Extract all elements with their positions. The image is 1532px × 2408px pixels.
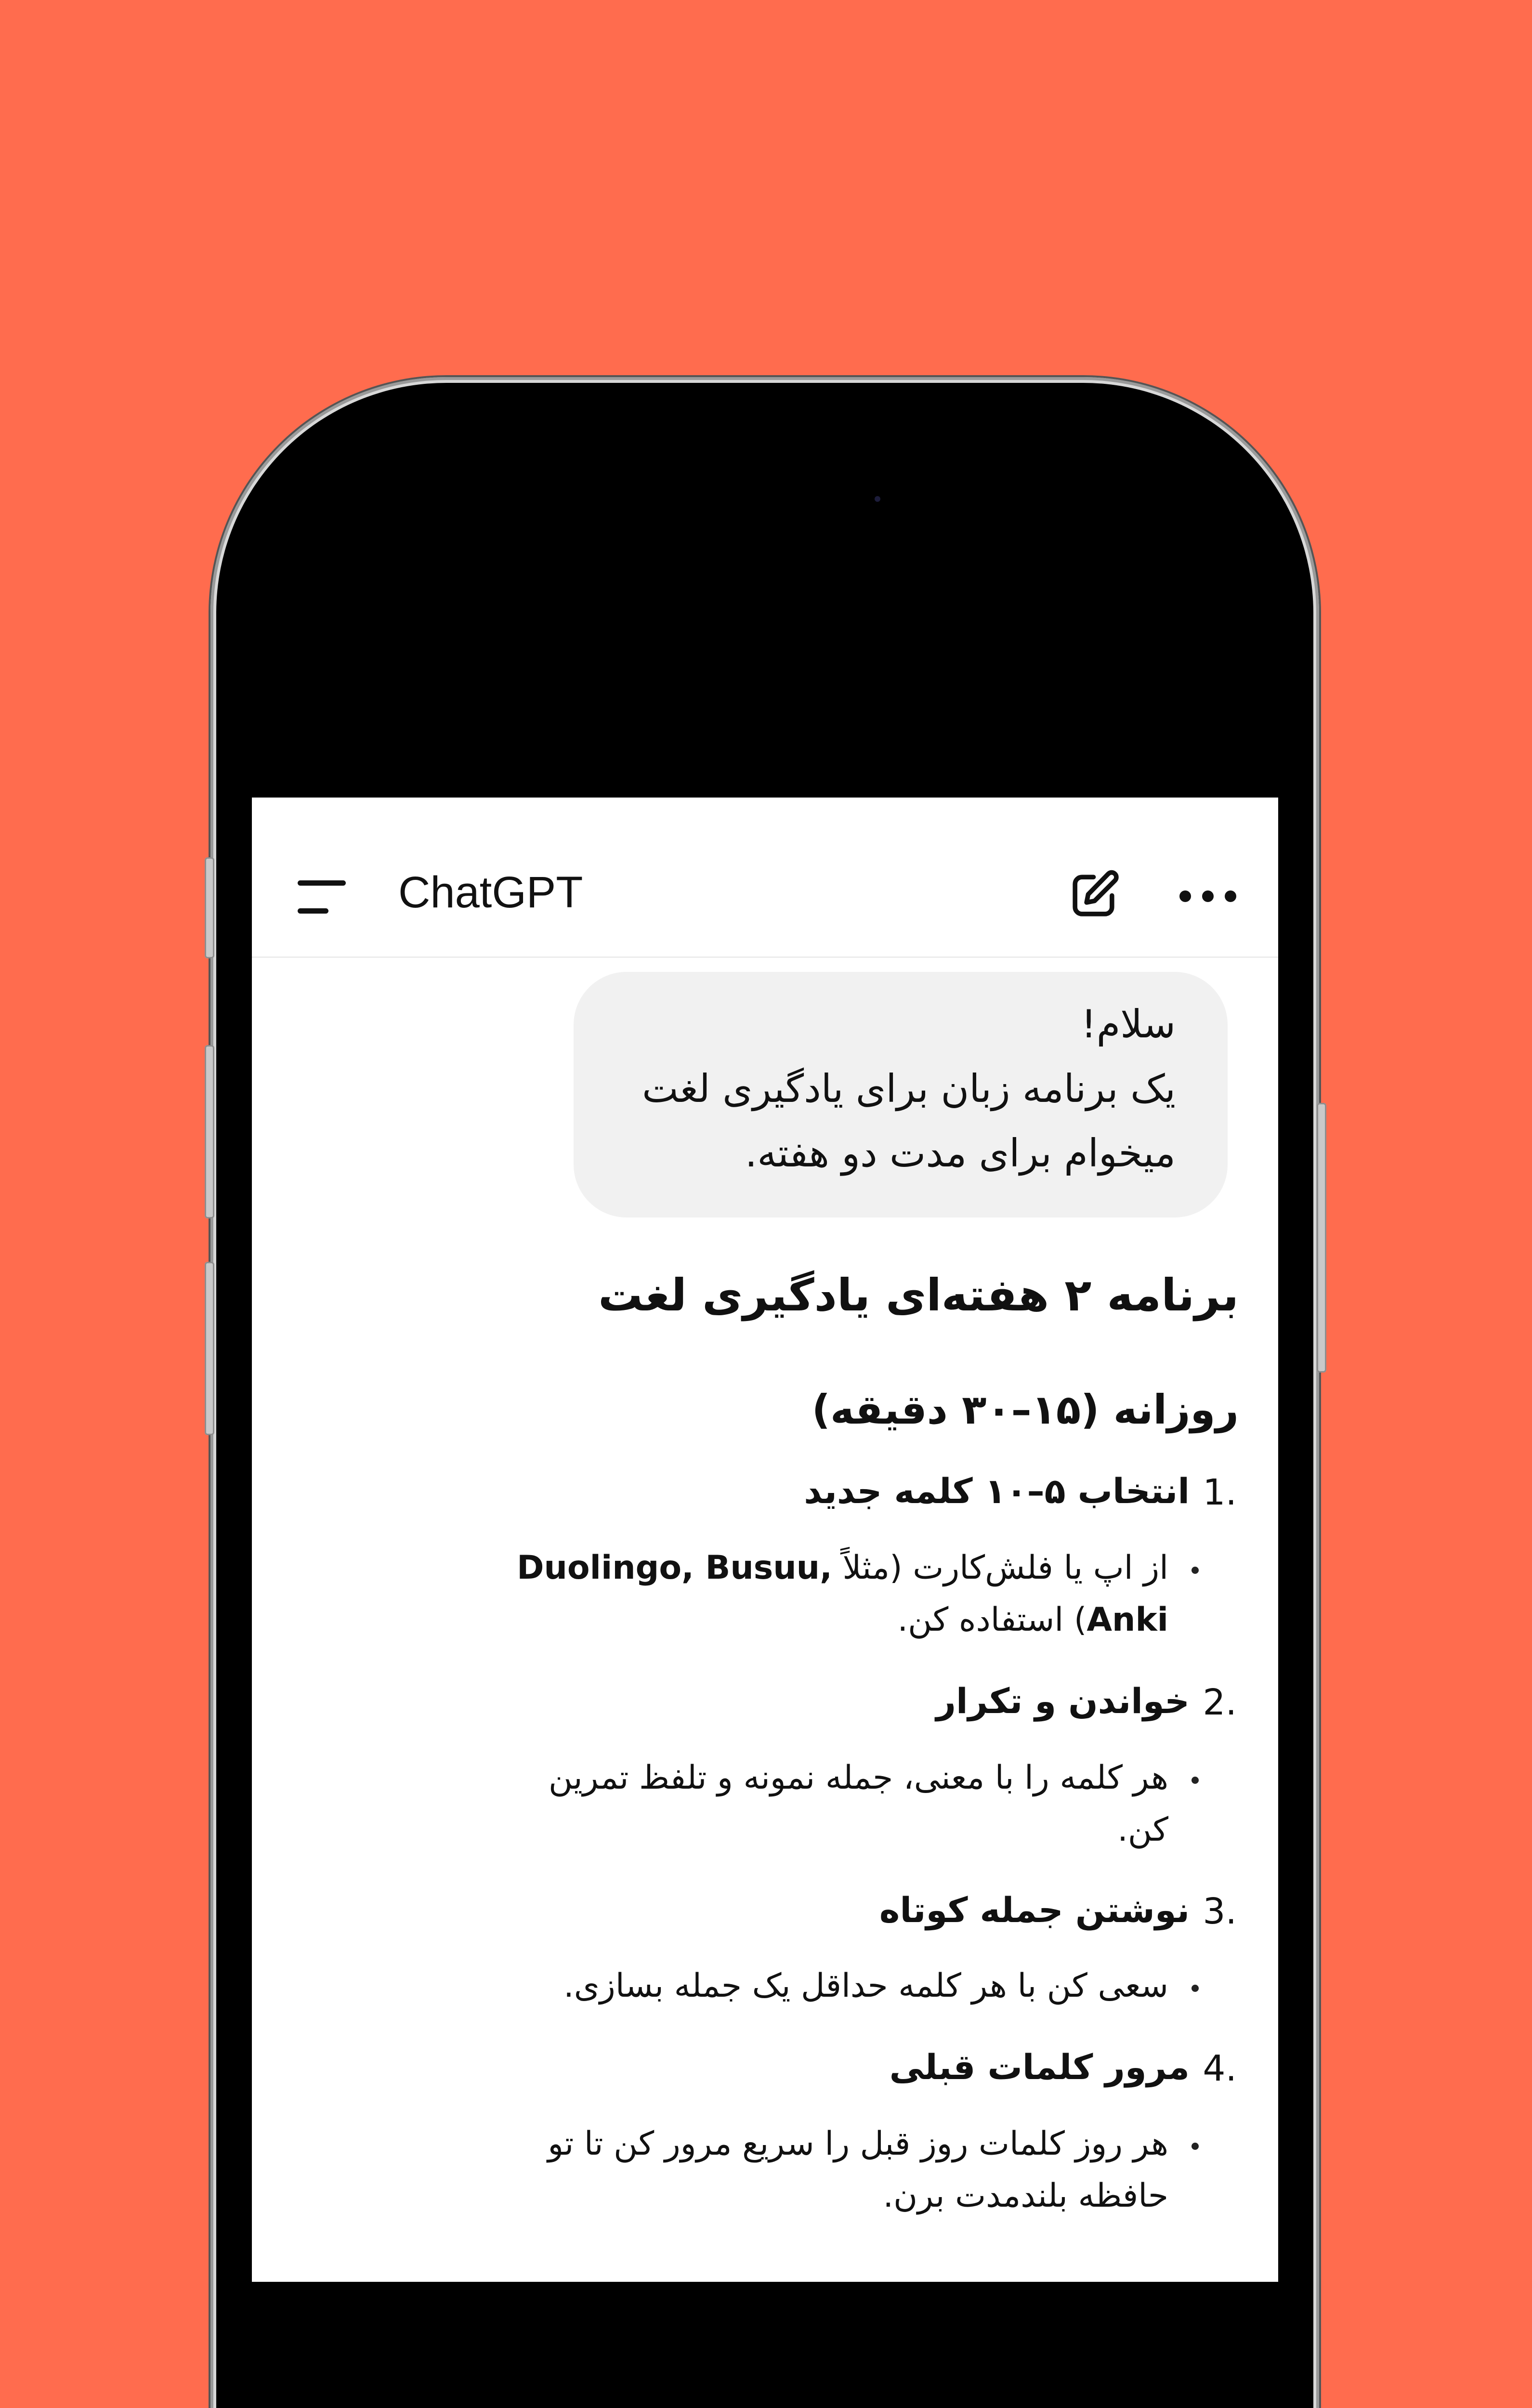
list-item-title: خواندن و تکرار [936, 1681, 1190, 1721]
list-item-number: 4. [1203, 2048, 1237, 2089]
menu-lines-icon[interactable] [298, 880, 351, 914]
response-subheading: روزانه (۱۵–۳۰ دقیقه) [812, 1386, 1239, 1433]
bullet-dot [1192, 1777, 1199, 1784]
bullet-dot [1192, 2143, 1199, 2150]
user-message-line: یک برنامه زبان برای یادگیری لغت [642, 1066, 1176, 1111]
list-item-number: 3. [1203, 1891, 1237, 1932]
volume-up-button [205, 1045, 214, 1218]
bullet-dot [1192, 1985, 1199, 1992]
user-message-line: سلام! [1081, 1002, 1176, 1047]
list-item-number: 1. [1203, 1472, 1237, 1513]
user-message-line: میخوام برای مدت دو هفته. [745, 1131, 1176, 1176]
bullet-dot [1192, 1567, 1199, 1574]
bold-app-name: Anki [1087, 1601, 1168, 1639]
list-item-title: نوشتن جمله کوتاه [879, 1890, 1190, 1930]
app-screen [252, 798, 1278, 2282]
app-header [252, 798, 1278, 958]
bullet-text: Anki) استفاده کن. [897, 1601, 1168, 1639]
bullet-text: حافظه بلندمدت برن. [883, 2177, 1168, 2215]
list-item-title: مرور کلمات قبلی [889, 2047, 1190, 2087]
app-title: ChatGPT [398, 868, 583, 917]
response-heading: برنامه ۲ هفته‌ای یادگیری لغت [598, 1269, 1239, 1321]
action-button [205, 857, 214, 958]
more-dots-icon[interactable] [1177, 887, 1239, 906]
bullet-text: سعی کن با هر کلمه حداقل یک جمله بسازی. [563, 1967, 1168, 2005]
list-item-title: انتخاب ۵–۱۰ کلمه جدید [804, 1471, 1190, 1511]
bullet-text: هر کلمه را با معنی، جمله نمونه و تلفظ تمرین [548, 1759, 1168, 1797]
bullet-text: هر روز کلمات روز قبل را سریع مرور کن تا تو [548, 2125, 1168, 2163]
bullet-text: کن. [1117, 1811, 1168, 1849]
list-item-number: 2. [1203, 1682, 1237, 1723]
camera-dot [875, 496, 880, 502]
volume-down-button [205, 1262, 214, 1435]
user-message-bubble [574, 972, 1228, 1217]
bullet-text: از اپ یا فلش‌کارت (مثلاً Duolingo, Busuu, [517, 1549, 1168, 1587]
power-button [1317, 1103, 1326, 1373]
edit-pencil-icon[interactable] [1066, 868, 1121, 923]
bold-app-names: Duolingo, Busuu, [517, 1549, 832, 1587]
